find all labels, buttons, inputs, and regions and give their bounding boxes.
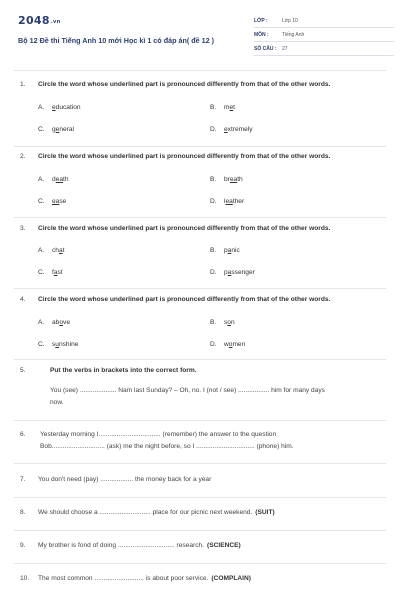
- document-title: Bộ 12 Đề thi Tiếng Anh 10 mới Học kì 1 có đáp án( đề 12 ): [18, 36, 215, 45]
- question-number: 8.: [20, 509, 26, 516]
- underlined-part: e: [224, 126, 228, 133]
- option-letter: D.: [210, 341, 217, 348]
- option-c[interactable]: [38, 126, 74, 133]
- option-b[interactable]: [210, 319, 235, 326]
- option-letter: B.: [210, 104, 217, 111]
- meta-key: MÔN :: [254, 31, 269, 38]
- question-prompt: Circle the word whose underlined part is pronounced differently from that of the other words.: [38, 81, 331, 88]
- option-letter: A.: [38, 104, 45, 111]
- question-5: [20, 367, 380, 417]
- word-part: se: [59, 198, 67, 205]
- underlined-part: o: [227, 319, 231, 326]
- option-a[interactable]: [38, 104, 81, 111]
- underlined-part: u: [55, 341, 59, 348]
- question-line: now.: [50, 399, 64, 406]
- divider: [14, 146, 386, 147]
- option-d[interactable]: [210, 126, 253, 133]
- word-part: nshine: [58, 341, 79, 348]
- option-letter: A.: [38, 176, 45, 183]
- underlined-part: ea: [229, 176, 238, 183]
- word-part: ch: [52, 247, 59, 254]
- word-cue: (SCIENCE): [207, 542, 241, 549]
- option-letter: C.: [38, 198, 45, 205]
- divider: [14, 463, 386, 464]
- question-8: [20, 507, 380, 521]
- question-line: You (see) .................... Nam last Sunday? – Oh, no. I (not / see) ................. him for many days: [50, 387, 325, 394]
- divider: [14, 359, 386, 360]
- option-letter: C.: [38, 126, 45, 133]
- word-part: p: [224, 269, 228, 276]
- divider: [14, 497, 386, 498]
- option-a[interactable]: [38, 319, 70, 326]
- underlined-part: o: [59, 319, 64, 326]
- question-2: [20, 153, 380, 213]
- option-d[interactable]: [210, 269, 255, 276]
- word-part: ab: [52, 319, 60, 326]
- meta-value: 27: [282, 45, 288, 52]
- question-number: 9.: [20, 542, 26, 549]
- divider: [14, 420, 386, 421]
- word-part: men: [232, 341, 246, 348]
- question-body: [50, 385, 380, 409]
- divider: [14, 70, 386, 71]
- option-c[interactable]: [38, 341, 78, 348]
- question-line: Bob............................. (ask) me the night before, so I ................................ (phone) him.: [40, 443, 294, 450]
- question-number: 7.: [20, 476, 26, 483]
- word-cue: (SUIT): [255, 509, 275, 516]
- question-1: [20, 81, 380, 141]
- meta-table: [254, 14, 394, 56]
- underlined-part: o: [228, 341, 233, 348]
- word-cue: (COMPLAIN): [211, 575, 251, 582]
- site-logo[interactable]: [18, 14, 60, 27]
- divider: [14, 563, 386, 564]
- question-text: My brother is fond of doing ............................... research.: [38, 542, 205, 549]
- word-part: t: [233, 104, 236, 111]
- option-letter: A.: [38, 319, 45, 326]
- word-part: t: [62, 247, 65, 254]
- question-number: 6.: [20, 431, 26, 438]
- question-9: [20, 540, 380, 554]
- underlined-part: ea: [225, 198, 233, 205]
- option-letter: A.: [38, 247, 45, 254]
- option-c[interactable]: [38, 198, 66, 205]
- meta-value: Tiếng Anh: [282, 31, 305, 38]
- word-part: nic: [231, 247, 240, 254]
- option-d[interactable]: [210, 198, 244, 205]
- meta-row-subject: [254, 28, 394, 42]
- question-text: We should choose a ............................ place for our picnic next weekend.: [38, 509, 253, 516]
- question-body: [20, 540, 241, 552]
- option-c[interactable]: [38, 269, 63, 276]
- meta-key: LỚP :: [254, 17, 268, 24]
- question-10: [20, 573, 380, 587]
- word-part: neral: [59, 126, 75, 133]
- question-body: [20, 429, 380, 453]
- question-line: Yesterday morning I.................................. (remember) the answer to the question: [40, 431, 277, 438]
- question-7: [20, 474, 380, 488]
- word-part: p: [224, 247, 228, 254]
- divider: [14, 530, 386, 531]
- word-part: s: [224, 319, 228, 326]
- question-prompt: Circle the word whose underlined part is pronounced differently from that of the other words.: [38, 225, 331, 232]
- word-part: w: [224, 341, 229, 348]
- word-part: ssenger: [231, 269, 255, 276]
- option-d[interactable]: [210, 341, 245, 348]
- word-part: br: [224, 176, 230, 183]
- word-part: th: [63, 176, 69, 183]
- question-prompt: Circle the word whose underlined part is pronounced differently from that of the other words.: [38, 153, 331, 160]
- question-text: You don't need (pay) .................. the money back for a year: [38, 476, 212, 483]
- option-letter: D.: [210, 126, 217, 133]
- underlined-part: a: [58, 247, 63, 254]
- word-part: d: [52, 176, 56, 183]
- word-part: xtremely: [227, 126, 253, 133]
- option-letter: C.: [38, 341, 45, 348]
- question-body: [20, 507, 275, 519]
- logo-text: 2048: [18, 14, 50, 27]
- underlined-part: ea: [55, 176, 64, 183]
- question-6: [20, 429, 380, 459]
- option-b[interactable]: [210, 176, 243, 183]
- option-a[interactable]: [38, 247, 64, 254]
- option-b[interactable]: [210, 247, 240, 254]
- word-part: f: [52, 269, 54, 276]
- underlined-part: e: [55, 126, 60, 133]
- word-part: ther: [232, 198, 245, 205]
- question-number: 4.: [20, 296, 26, 303]
- question-body: [20, 474, 211, 486]
- underlined-part: a: [227, 269, 232, 276]
- question-number: 3.: [20, 225, 26, 232]
- option-letter: B.: [210, 176, 217, 183]
- word-part: n: [230, 319, 235, 326]
- underlined-part: a: [53, 269, 58, 276]
- word-part: l: [224, 198, 226, 205]
- underlined-part: e: [52, 104, 56, 111]
- word-part: s: [52, 341, 56, 348]
- word-part: st: [57, 269, 63, 276]
- divider: [14, 217, 386, 218]
- word-part: ve: [63, 319, 70, 326]
- header: [18, 12, 382, 64]
- divider: [14, 288, 386, 289]
- option-letter: D.: [210, 198, 217, 205]
- underlined-part: e: [229, 104, 234, 111]
- question-body: [20, 573, 251, 585]
- word-part: m: [224, 104, 230, 111]
- meta-row-count: [254, 42, 394, 56]
- logo-suffix: .vn: [50, 19, 61, 25]
- question-number: 10.: [20, 575, 30, 582]
- option-letter: C.: [38, 269, 45, 276]
- option-b[interactable]: [210, 104, 235, 111]
- option-a[interactable]: [38, 176, 69, 183]
- word-part: ducation: [55, 104, 81, 111]
- meta-row-class: [254, 14, 394, 28]
- question-3: [20, 225, 380, 285]
- meta-key: SỐ CÂU :: [254, 45, 277, 52]
- option-letter: D.: [210, 269, 217, 276]
- question-4: [20, 296, 380, 356]
- question-number: 1.: [20, 81, 26, 88]
- option-letter: B.: [210, 319, 217, 326]
- meta-value: Lớp 10: [282, 17, 298, 24]
- word-part: g: [52, 126, 56, 133]
- question-text: The most common ........................... is about poor service.: [38, 575, 209, 582]
- underlined-part: ea: [52, 198, 60, 205]
- question-number: 2.: [20, 153, 26, 160]
- question-number: 5.: [20, 367, 26, 374]
- question-instruction: Put the verbs in brackets into the correct form.: [50, 367, 197, 374]
- question-prompt: Circle the word whose underlined part is pronounced differently from that of the other words.: [38, 296, 331, 303]
- underlined-part: a: [227, 247, 232, 254]
- word-part: th: [237, 176, 243, 183]
- option-letter: B.: [210, 247, 217, 254]
